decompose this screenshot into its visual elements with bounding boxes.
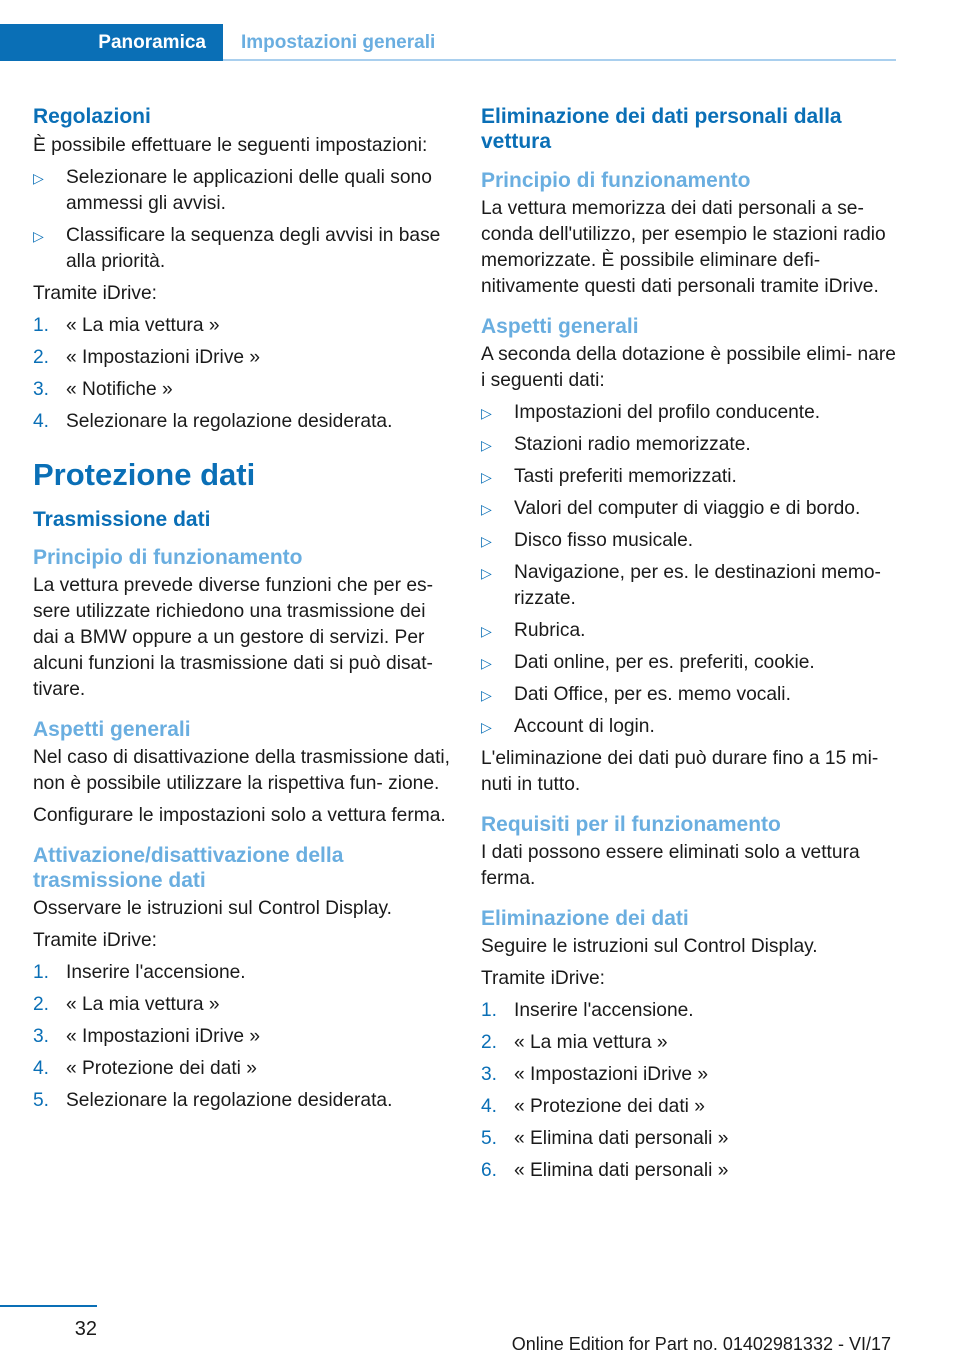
- attivazione-text: Osservare le istruzioni sul Control Display.: [33, 898, 392, 919]
- regolazioni-via: Tramite iDrive:: [33, 283, 158, 304]
- list-item: 3. « Impostazioni iDrive »: [481, 1064, 709, 1085]
- aspetti-text-2: Configurare le impostazioni solo a vettura ferma.: [33, 805, 446, 826]
- page-number: 32: [74, 1318, 97, 1340]
- heading-eliminazione-dati-personali: Eliminazione dei dati personali dalla vettura: [481, 105, 842, 153]
- list-item: ▷ Selezionare le applicazioni delle quali sono ammessi gli avvisi.: [33, 167, 432, 214]
- list-item: 6. « Elimina dati personali »: [481, 1160, 729, 1181]
- heading-principio-funzionamento: Principio di funzionamento: [481, 169, 751, 192]
- heading-aspetti-generali: Aspetti generali: [481, 315, 639, 338]
- eliminazione-steps: [481, 998, 901, 1184]
- list-item: ▷ Dati Office, per es. memo vocali.: [481, 682, 901, 708]
- eliminazione-via: Tramite iDrive:: [481, 968, 606, 989]
- list-item: 1. Inserire l'accensione.: [33, 962, 246, 983]
- list-item: 2. « La mia vettura »: [481, 1032, 668, 1053]
- header-tab-panoramica: Panoramica: [0, 24, 223, 61]
- heading-trasmissione-dati: Trasmissione dati: [33, 508, 211, 531]
- eliminazione-text: Seguire le istruzioni sul Control Display.: [481, 936, 818, 957]
- heading-principio-funzionamento: Principio di funzionamento: [33, 546, 303, 569]
- dati-bullet-list: [481, 400, 901, 740]
- triangle-bullet-icon: ▷: [481, 469, 492, 485]
- list-item: ▷ Tasti preferiti memorizzati.: [481, 464, 901, 490]
- header-rule: [223, 59, 896, 61]
- left-column: [33, 104, 451, 1120]
- requisiti-text: I dati possono essere eliminati solo a vettura ferma.: [481, 842, 860, 889]
- list-item: ▷ Stazioni radio memorizzate.: [481, 432, 901, 458]
- list-item: 4. « Protezione dei dati »: [481, 1096, 705, 1117]
- regolazioni-bullet-list: [33, 165, 451, 275]
- triangle-bullet-icon: ▷: [33, 170, 44, 186]
- heading-aspetti-generali: Aspetti generali: [33, 718, 191, 741]
- list-item: ▷ Account di login.: [481, 714, 901, 740]
- heading-regolazioni: Regolazioni: [33, 105, 151, 128]
- triangle-bullet-icon: ▷: [481, 405, 492, 421]
- triangle-bullet-icon: ▷: [481, 501, 492, 517]
- list-item: 1. Inserire l'accensione.: [481, 1000, 694, 1021]
- regolazioni-steps: [33, 313, 451, 435]
- durata-text: L'eliminazione dei dati può durare fino a 15 mi- nuti in tutto.: [481, 748, 879, 795]
- principio-text: La vettura prevede diverse funzioni che per es- sere utilizzate richiedono una trasmissione dei dai a BMW oppure a un gestore di servizi. Per alcuni funzioni la trasmissione dati si può disat- tivare.: [33, 575, 433, 700]
- list-item: ▷ Impostazioni del profilo conducente.: [481, 400, 901, 426]
- triangle-bullet-icon: ▷: [481, 437, 492, 453]
- list-item: ▷ Navigazione, per es. le destinazioni memo- rizzate.: [481, 562, 881, 609]
- list-item: 3. « Impostazioni iDrive »: [33, 1026, 261, 1047]
- heading-eliminazione-dati: Eliminazione dei dati: [481, 907, 689, 930]
- list-item: ▷ Disco fisso musicale.: [481, 528, 901, 554]
- footer-rule: [0, 1305, 97, 1307]
- triangle-bullet-icon: ▷: [481, 719, 492, 735]
- triangle-bullet-icon: ▷: [481, 533, 492, 549]
- list-item: 5. Selezionare la regolazione desiderata.: [33, 1090, 393, 1111]
- list-item: 2. « Impostazioni iDrive »: [33, 347, 261, 368]
- heading-requisiti: Requisiti per il funzionamento: [481, 813, 781, 836]
- triangle-bullet-icon: ▷: [481, 655, 492, 671]
- list-item: ▷ Valori del computer di viaggio e di bordo.: [481, 496, 901, 522]
- attivazione-via: Tramite iDrive:: [33, 930, 158, 951]
- list-item: 4. « Protezione dei dati »: [33, 1058, 257, 1079]
- list-item: 3. « Notifiche »: [33, 379, 173, 400]
- list-item: ▷ Classificare la sequenza degli avvisi in base alla priorità.: [33, 225, 441, 272]
- list-item: 4. Selezionare la regolazione desiderata.: [33, 411, 393, 432]
- aspetti-text: A seconda della dotazione è possibile elimi- nare i seguenti dati:: [481, 344, 896, 391]
- principio-text: La vettura memorizza dei dati personali a se- conda dell'utilizzo, per esempio le stazioni radio memorizzate. È possibile eliminare defi- nitivamente questi dati personali tramite iDrive.: [481, 198, 886, 297]
- aspetti-text-1: Nel caso di disattivazione della trasmissione dati, non è possibile utilizzare la rispettiva fun- zione.: [33, 747, 451, 794]
- list-item: ▷ Rubrica.: [481, 618, 901, 644]
- edition-note: Online Edition for Part no. 01402981332 - VI/17: [511, 1334, 891, 1354]
- triangle-bullet-icon: ▷: [33, 228, 44, 244]
- triangle-bullet-icon: ▷: [481, 623, 492, 639]
- list-item: ▷ Dati online, per es. preferiti, cookie.: [481, 650, 901, 676]
- list-item: 1. « La mia vettura »: [33, 315, 220, 336]
- header-tab-impostazioni-generali: Impostazioni generali: [241, 31, 436, 53]
- triangle-bullet-icon: ▷: [481, 565, 492, 581]
- right-column: [481, 104, 901, 1190]
- list-item: 5. « Elimina dati personali »: [481, 1128, 729, 1149]
- heading-attivazione: Attivazione/disattivazione della trasmissione dati: [33, 844, 344, 892]
- attivazione-steps: [33, 960, 451, 1114]
- list-item: 2. « La mia vettura »: [33, 994, 220, 1015]
- regolazioni-intro: È possibile effettuare le seguenti impostazioni:: [33, 135, 428, 156]
- triangle-bullet-icon: ▷: [481, 687, 492, 703]
- page-header: [0, 24, 896, 61]
- heading-protezione-dati: Protezione dati: [33, 457, 256, 492]
